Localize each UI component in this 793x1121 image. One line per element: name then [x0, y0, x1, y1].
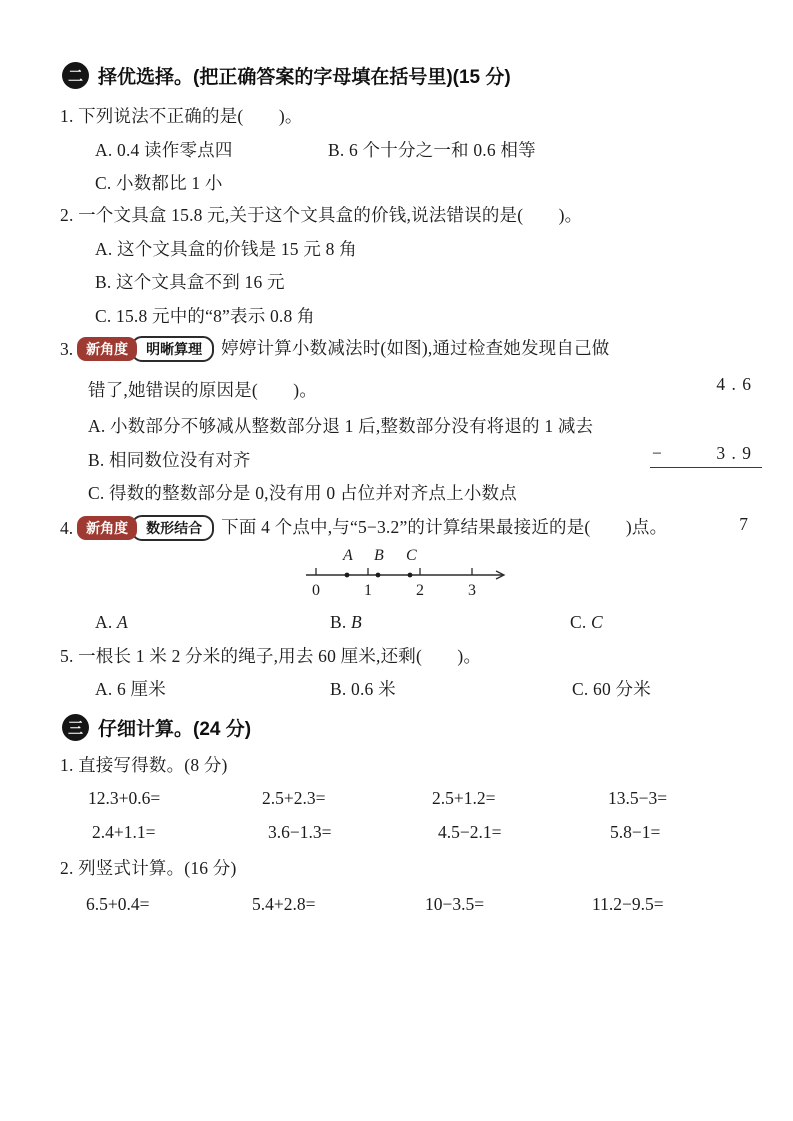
tick-label-0: 0	[312, 582, 320, 599]
vertical-calc-minuend: 4 . 6	[716, 374, 752, 394]
section-three-marker-icon: 三	[62, 714, 89, 741]
question-1-option-a: A. 0.4 读作零点四	[95, 140, 233, 160]
question-1-text: 1. 下列说法不正确的是( )。	[60, 106, 303, 126]
question-4-option-b: B. B	[330, 612, 362, 632]
vertical-calc-result: 7	[739, 514, 748, 534]
calc-expression: 5.8−1=	[610, 822, 661, 842]
question-3-badge-reasoning: 明晰算理	[131, 336, 214, 362]
calc-expression: 4.5−2.1=	[438, 822, 502, 842]
question-4-badge-new-angle: 新角度	[77, 516, 137, 540]
section-calc-header	[62, 714, 251, 741]
question-5-option-c: C. 60 分米	[572, 679, 651, 699]
calc-expression: 5.4+2.8=	[252, 894, 316, 914]
question-3-option-b: B. 相同数位没有对齐	[88, 450, 251, 470]
question-2-option-b: B. 这个文具盒不到 16 元	[95, 272, 285, 292]
point-a-dot	[345, 573, 350, 578]
tick-label-1: 1	[364, 582, 372, 599]
section-choice-header	[62, 62, 511, 89]
section-choice-title: 择优选择。(把正确答案的字母填在括号里)(15 分)	[98, 67, 511, 88]
question-2-option-a: A. 这个文具盒的价钱是 15 元 8 角	[95, 239, 357, 259]
calc-expression: 12.3+0.6=	[88, 788, 161, 808]
question-1-option-b: B. 6 个十分之一和 0.6 相等	[328, 140, 536, 160]
calc-expression: 2.5+1.2=	[432, 788, 496, 808]
vertical-calc-minus-sign: −	[652, 443, 663, 463]
calc-expression: 2.5+2.3=	[262, 788, 326, 808]
question-2-text: 2. 一个文具盒 15.8 元,关于这个文具盒的价钱,说法错误的是( )。	[60, 205, 583, 225]
question-4-number: 4.	[60, 517, 74, 538]
question-3-number: 3.	[60, 338, 74, 359]
calc2-subtitle: 2. 列竖式计算。(16 分)	[60, 858, 237, 878]
calc-expression: 10−3.5=	[425, 894, 485, 914]
point-b-dot	[376, 573, 381, 578]
calc-expression: 11.2−9.5=	[592, 894, 664, 914]
question-3-line1	[60, 336, 609, 362]
point-b-label: B	[374, 547, 384, 564]
point-a-label: A	[343, 547, 353, 564]
question-3-badge-new-angle: 新角度	[77, 337, 137, 361]
point-c-dot	[408, 573, 413, 578]
tick-label-2: 2	[416, 582, 424, 599]
question-4-text: 下面 4 个点中,与“5−3.2”的计算结果最接近的是( )点。	[221, 517, 668, 538]
question-1-option-c: C. 小数都比 1 小	[95, 173, 223, 193]
calc-expression: 3.6−1.3=	[268, 822, 332, 842]
question-4-line	[60, 515, 667, 541]
section-two-marker-icon: 二	[62, 62, 89, 89]
calc-expression: 13.5−3=	[608, 788, 668, 808]
question-4-option-c: C. C	[570, 612, 603, 632]
calc-expression: 6.5+0.4=	[86, 894, 150, 914]
point-c-label: C	[406, 547, 417, 564]
question-4-badge-number-shape: 数形结合	[131, 515, 214, 541]
question-3-text-line2: 错了,她错误的原因是( )。	[88, 380, 318, 400]
question-3-option-c: C. 得数的整数部分是 0,没有用 0 占位并对齐点上小数点	[88, 483, 517, 503]
vertical-calc-subtrahend: 3 . 9	[716, 443, 752, 463]
question-3-option-a: A. 小数部分不够减从整数部分退 1 后,整数部分没有将退的 1 减去	[88, 416, 594, 436]
question-2-option-c: C. 15.8 元中的“8”表示 0.8 角	[95, 306, 315, 326]
question-5-option-a: A. 6 厘米	[95, 679, 166, 699]
question-5-text: 5. 一根长 1 米 2 分米的绳子,用去 60 厘米,还剩( )。	[60, 646, 482, 666]
tick-label-3: 3	[468, 582, 476, 599]
question-4-option-a: A. A	[95, 612, 128, 632]
calc-expression: 2.4+1.1=	[92, 822, 156, 842]
option-a-value: A	[117, 612, 128, 632]
calc1-subtitle: 1. 直接写得数。(8 分)	[60, 755, 228, 775]
option-b-value: B	[351, 612, 362, 632]
question-3-text-line1: 婷婷计算小数减法时(如图),通过检查她发现自己做	[221, 338, 610, 359]
option-c-value: C	[591, 612, 603, 632]
question-5-option-b: B. 0.6 米	[330, 679, 396, 699]
q4-number-line-figure	[300, 545, 525, 599]
section-calc-title: 仔细计算。(24 分)	[98, 719, 252, 740]
